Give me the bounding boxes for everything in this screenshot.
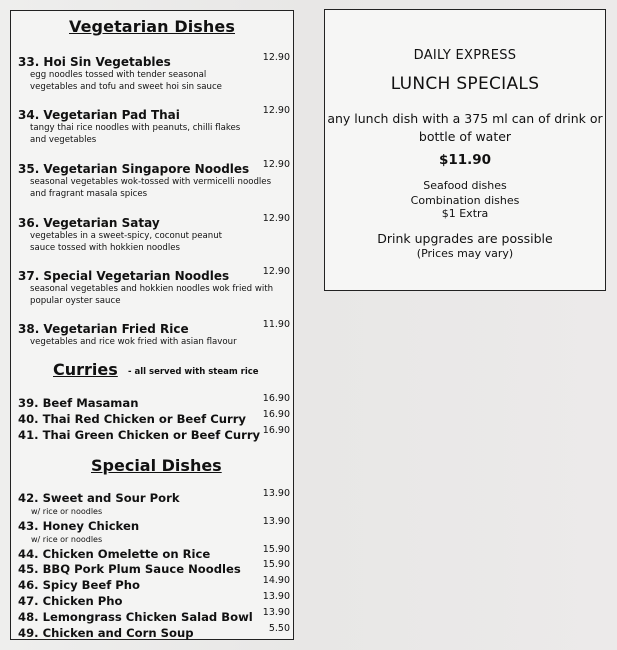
item-name: 41. Thai Green Chicken or Beef Curry	[18, 428, 261, 442]
extra-charge-note: $1 Extra	[441, 207, 489, 220]
lunch-specials-panel	[324, 9, 606, 291]
item-price: 16.90	[262, 425, 290, 436]
item-price: 11.90	[262, 319, 290, 330]
combination-note: Combination dishes	[410, 194, 520, 207]
menu-item	[18, 104, 290, 146]
lunch-price: $11.90	[438, 152, 492, 168]
item-name: 46. Spicy Beef Pho	[18, 578, 141, 592]
item-note: w/ rice or noodles	[31, 535, 103, 544]
item-description: and fragrant masala spices	[30, 188, 148, 199]
vegetarian-dishes-title: Vegetarian Dishes	[69, 17, 235, 36]
menu-item	[18, 51, 290, 93]
item-name: 40. Thai Red Chicken or Beef Curry	[18, 412, 246, 426]
item-price: 12.90	[262, 266, 290, 277]
item-description: tangy thai rice noodles with peanuts, chilli flakes	[30, 123, 241, 133]
item-price: 13.90	[262, 591, 290, 602]
item-description: vegetables and rice wok fried with asian flavour	[30, 337, 237, 347]
item-price: 13.90	[262, 607, 290, 618]
menu-item	[18, 424, 290, 443]
item-price: 5.50	[268, 623, 290, 634]
item-name: 39. Beef Masaman	[18, 396, 139, 410]
item-price: 14.90	[262, 575, 290, 586]
item-name: 38. Vegetarian Fried Rice	[18, 322, 189, 336]
prices-vary-note: (Prices may vary)	[416, 247, 514, 260]
item-price: 15.90	[262, 559, 290, 570]
item-name: 36. Vegetarian Satay	[18, 216, 160, 230]
menu-left-panel	[10, 10, 294, 640]
item-description: seasonal vegetables wok-tossed with vermicelli noodles	[30, 177, 272, 187]
item-description: sauce tossed with hokkien noodles	[30, 242, 181, 253]
item-price: 13.90	[262, 488, 290, 499]
item-price: 12.90	[262, 159, 290, 170]
curries-title: Curries	[53, 360, 118, 379]
item-description: egg noodles tossed with tender seasonal	[30, 70, 207, 80]
item-price: 12.90	[262, 105, 290, 116]
menu-item	[18, 212, 290, 254]
item-name: 35. Vegetarian Singapore Noodles	[18, 162, 250, 176]
item-name: 43. Honey Chicken	[18, 519, 140, 533]
item-price: 16.90	[262, 393, 290, 404]
menu-item	[18, 265, 290, 307]
item-description: and vegetables	[30, 134, 97, 145]
menu-item	[18, 515, 290, 545]
item-price: 15.90	[262, 544, 290, 555]
item-name: 44. Chicken Omelette on Rice	[18, 547, 211, 561]
seafood-note: Seafood dishes	[423, 179, 507, 192]
item-note: w/ rice or noodles	[31, 507, 103, 516]
item-name: 33. Hoi Sin Vegetables	[18, 55, 171, 69]
item-price: 12.90	[262, 213, 290, 224]
item-name: 45. BBQ Pork Plum Sauce Noodles	[18, 562, 241, 576]
item-price: 12.90	[262, 52, 290, 63]
item-name: 37. Special Vegetarian Noodles	[18, 269, 230, 283]
menu-item	[18, 158, 290, 200]
item-name: 34. Vegetarian Pad Thai	[18, 108, 180, 122]
item-name: 49. Chicken and Corn Soup	[18, 626, 194, 640]
special-dishes-title: Special Dishes	[91, 456, 222, 475]
daily-express-heading: DAILY EXPRESS	[413, 48, 517, 63]
menu-item	[18, 487, 290, 517]
item-description: popular oyster sauce	[30, 295, 121, 306]
item-description: vegetables and tofu and sweet hoi sin sauce	[30, 81, 222, 92]
offer-line-1: any lunch dish with a 375 ml can of drink or	[327, 111, 603, 126]
item-name: 48. Lemongrass Chicken Salad Bowl	[18, 610, 253, 624]
item-price: 13.90	[262, 516, 290, 527]
item-name: 47. Chicken Pho	[18, 594, 123, 608]
item-description: seasonal vegetables and hokkien noodles wok fried with	[30, 284, 274, 294]
lunch-specials-heading: LUNCH SPECIALS	[390, 74, 540, 94]
item-price: 16.90	[262, 409, 290, 420]
drink-upgrades-note: Drink upgrades are possible	[377, 231, 553, 246]
offer-line-2: bottle of water	[418, 129, 512, 144]
menu-item	[18, 622, 290, 641]
menu-item	[18, 318, 290, 349]
item-description: vegetables in a sweet-spicy, coconut peanut	[30, 231, 223, 241]
curries-note: - all served with steam rice	[128, 367, 259, 377]
item-name: 42. Sweet and Sour Pork	[18, 491, 180, 505]
